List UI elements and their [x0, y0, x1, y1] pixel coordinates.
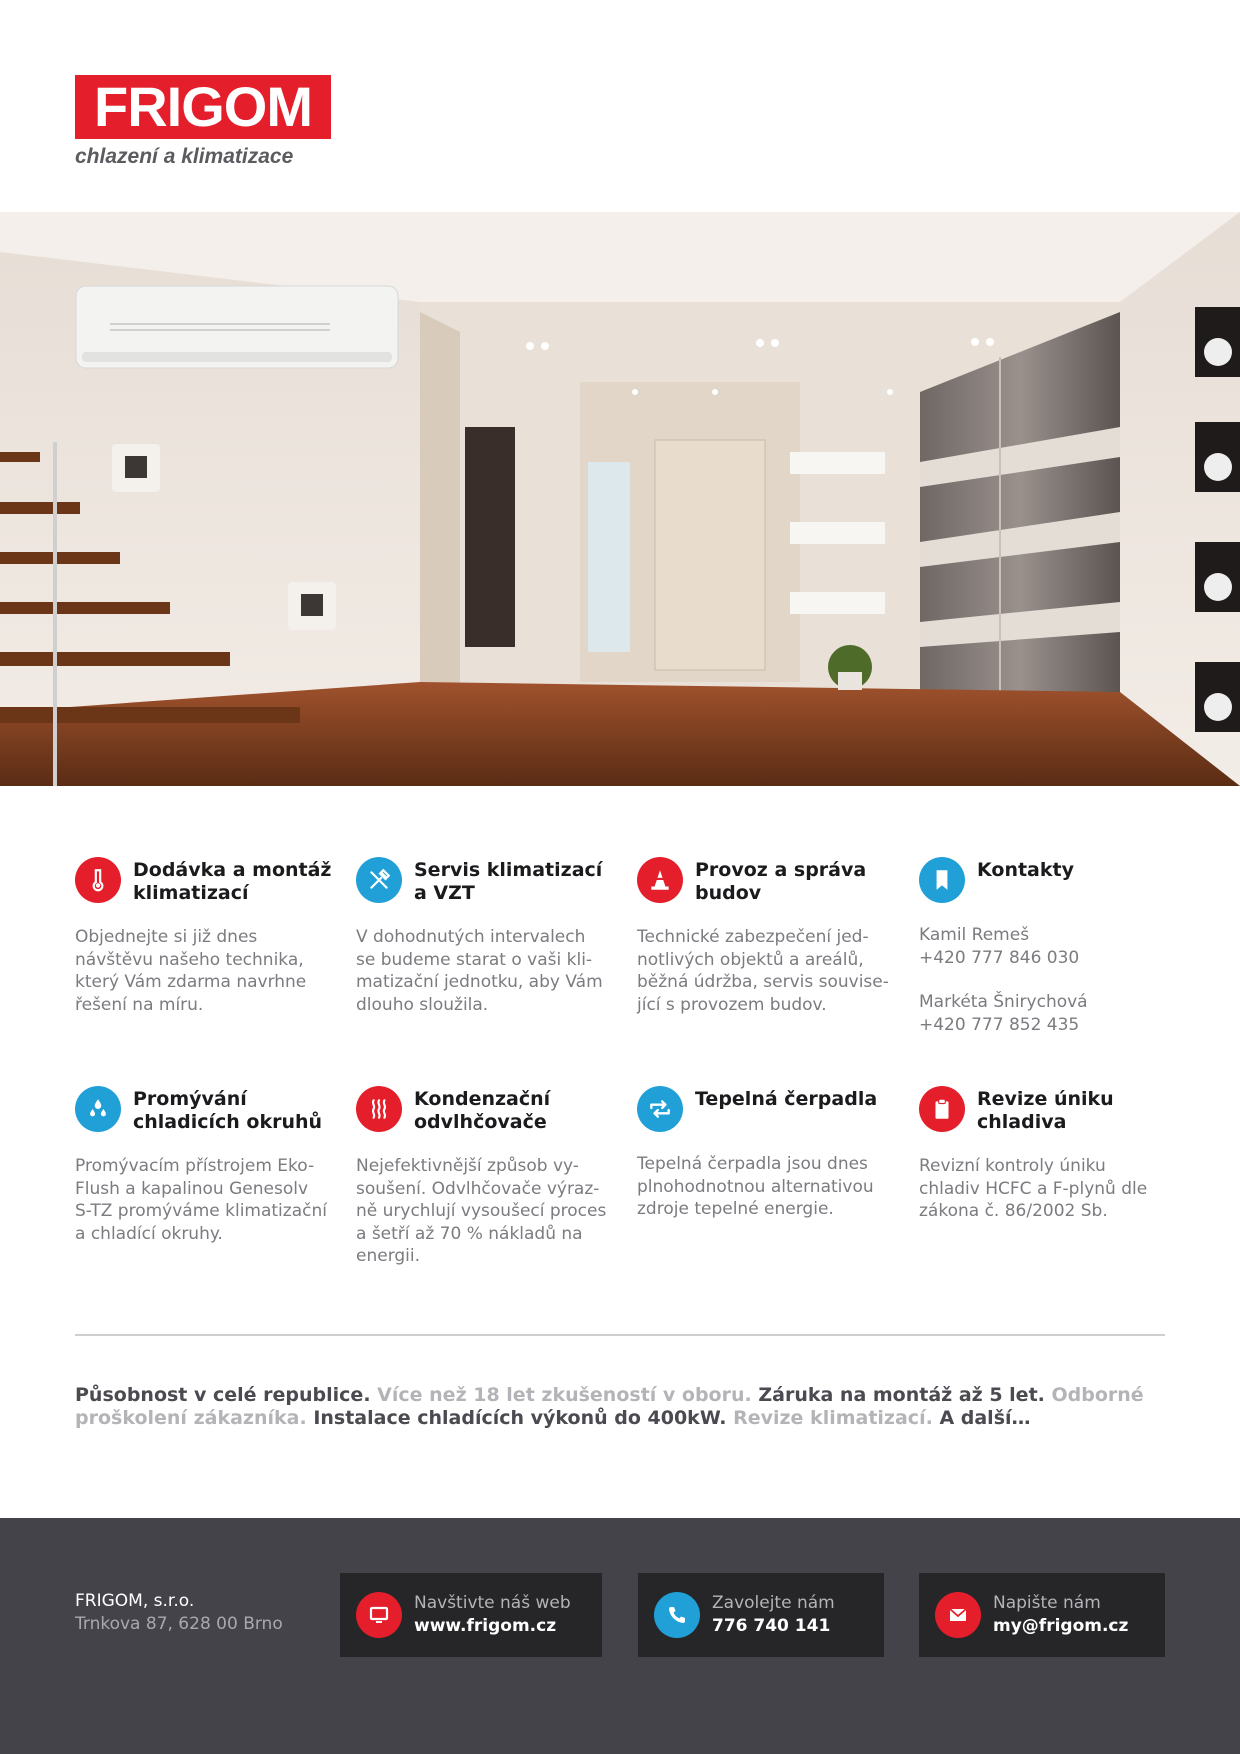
bookmark-icon	[919, 857, 965, 903]
clipboard-icon	[919, 1086, 965, 1132]
feature-revize	[919, 1086, 1177, 1223]
feature-dodavka	[75, 857, 333, 1016]
company-info	[75, 1590, 283, 1636]
brand-tagline: chlazení a klimatizace	[75, 145, 294, 168]
contact-name: Kamil Remeš	[919, 925, 1030, 945]
envelope-icon	[935, 1592, 981, 1638]
contacts-list	[919, 924, 1177, 1036]
traffic-cone-icon	[637, 857, 683, 903]
contact-phone[interactable]: +420 777 846 030	[919, 947, 1080, 968]
feature-kontakty	[919, 857, 1177, 1036]
web-label: Navštivte náš web	[414, 1593, 571, 1613]
feature-title: Kontakty	[977, 859, 1074, 881]
feature-title: Provoz a správa budov	[695, 859, 867, 904]
hero-image	[0, 212, 1240, 786]
company-name: FRIGOM, s.r.o.	[75, 1591, 195, 1611]
feature-text: Objednejte si již dnes návštěvu našeho technika, který Vám zdarma navrhne řešení na míru.	[75, 927, 307, 1015]
monitor-icon	[356, 1592, 402, 1638]
water-drops-icon	[75, 1086, 121, 1132]
web-link[interactable]: www.frigom.cz	[414, 1616, 557, 1636]
feature-tepelna-cerpadla	[637, 1086, 895, 1221]
repeat-arrows-icon	[637, 1086, 683, 1132]
feature-title: Kondenzační odvlhčovače	[414, 1088, 551, 1133]
feature-title: Promývání chladicích okruhů	[133, 1088, 323, 1133]
feature-provoz	[637, 857, 895, 1016]
phone-number[interactable]: 776 740 141	[712, 1616, 831, 1636]
phone-contact[interactable]	[638, 1573, 884, 1657]
tools-icon	[356, 857, 402, 903]
feature-text: Nejefektivnější způsob vy- soušení. Odvlhčovače výraz- ně urychlují vysoušecí proces a šetří až 70 % nákladů na energii.	[356, 1156, 607, 1267]
feature-text: Tepelná čerpadla jsou dnes plnohodnotnou alternativou zdroje tepelné energie.	[637, 1154, 874, 1220]
company-address: Trnkova 87, 628 00 Brno	[75, 1614, 283, 1634]
email-label: Napište nám	[993, 1593, 1101, 1613]
contact-phone[interactable]: +420 777 852 435	[919, 1014, 1080, 1035]
phone-icon	[654, 1592, 700, 1638]
phone-label: Zavolejte nám	[712, 1593, 835, 1613]
feature-kondenzacni	[356, 1086, 614, 1268]
feature-text: Technické zabezpečení jed- notlivých objektů a areálů, běžná údržba, servis souvise- jící s provozem budov.	[637, 927, 889, 1015]
email-contact[interactable]	[919, 1573, 1165, 1657]
feature-title: Servis klimatizací a VZT	[414, 859, 603, 904]
web-contact[interactable]	[340, 1573, 602, 1657]
feature-title: Dodávka a montáž klimatizací	[133, 859, 332, 904]
contact-name: Markéta Šnirychová	[919, 992, 1088, 1013]
feature-text: Promývacím přístrojem Eko- Flush a kapalinou Genesolv S-TZ promýváme klimatizační a chladící okruhy.	[75, 1156, 327, 1244]
divider	[75, 1334, 1165, 1336]
logo	[75, 75, 331, 169]
email-link[interactable]: my@frigom.cz	[993, 1616, 1129, 1636]
feature-servis	[356, 857, 614, 1016]
feature-text: Revizní kontroly úniku chladiv HCFC a F-plynů dle zákona č. 86/2002 Sb.	[919, 1156, 1148, 1222]
feature-title: Revize úniku chladiva	[977, 1088, 1114, 1133]
feature-title: Tepelná čerpadla	[695, 1088, 878, 1110]
feature-promyvani	[75, 1086, 333, 1245]
heat-waves-icon	[356, 1086, 402, 1132]
brand-name: FRIGOM	[75, 75, 331, 139]
thermometer-icon	[75, 857, 121, 903]
feature-text: V dohodnutých intervalech se budeme starat o vaši kli- matizační jednotku, aby Vám dlouho sloužila.	[356, 927, 603, 1015]
tagline: Působnost v celé republice. Více než 18 let zkušeností v oboru. Záruka na montáž až 5 let. Odborné proškolení zákazníka. Instalace chladících výkonů do 400kW. Revize klimatizací. A další…	[75, 1384, 1144, 1429]
